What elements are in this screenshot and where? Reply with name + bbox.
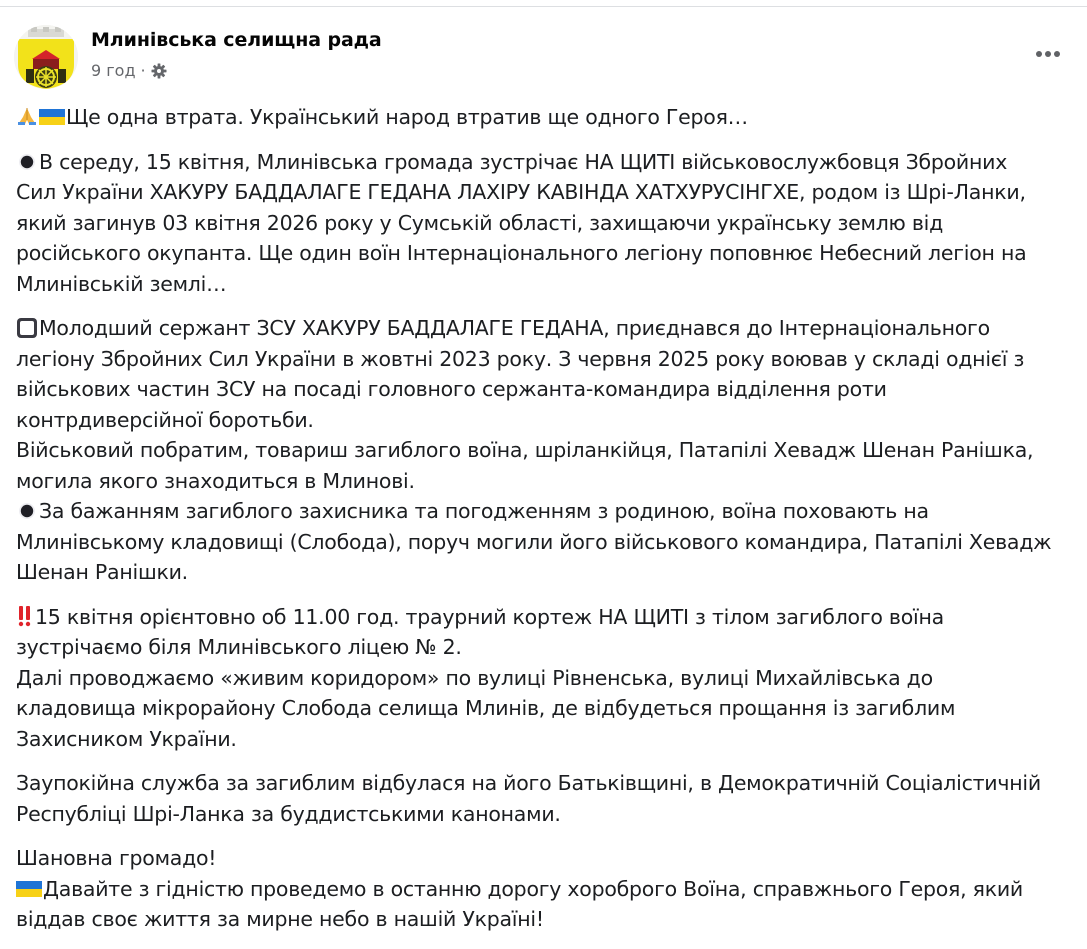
- text-line: [16, 147, 1081, 178]
- text-line: Далі проводжаємо «живим коридором» по вулиці Рівненська, вулиці Михайлівська до: [16, 665, 933, 690]
- double-exclamation-emoji: [16, 605, 34, 627]
- line-text: Ще одна втрата. Український народ втратив ще одного Героя…: [66, 105, 748, 129]
- text-line: [16, 602, 1081, 633]
- more-options-icon: [1036, 51, 1042, 57]
- coat-of-arms-icon: [14, 25, 78, 89]
- line-text: Молодший сержант ЗСУ ХАКУРУ БАДДАЛАГЕ ГЕДАНА, приєднався до Інтернаціонального: [39, 316, 990, 340]
- paragraph-biography: [16, 313, 1081, 588]
- line-text: Давайте з гідністю проведемо в останню дорогу хороброго Воїна, справжнього Героя, який: [43, 876, 1024, 901]
- timestamp-link[interactable]: 9 год: [91, 61, 136, 80]
- post-text: [16, 102, 1081, 949]
- text-line: зустрічаємо біля Млинівського ліцею № 2.: [16, 635, 462, 659]
- ukraine-flag-emoji: [16, 877, 42, 899]
- more-options-icon-dot: [1045, 51, 1051, 57]
- avatar[interactable]: [14, 25, 78, 89]
- text-line: [16, 313, 1081, 344]
- top-divider: [0, 6, 1087, 7]
- line-text: 15 квітня орієнтовно об 11.00 год. траурний кортеж НА ЩИТІ з тілом загиблого воїна: [35, 604, 944, 629]
- black-square-button-emoji: [16, 316, 38, 338]
- text-line: [16, 874, 1081, 905]
- text-line: російського окупанта. Ще один воїн Інтернаціонального легіону поповнює Небесний легіон на: [16, 241, 1027, 265]
- text-line: Млинівському кладовищі (Слобода), поруч могили його військового командира, Патапілі Хевадж: [16, 529, 1052, 554]
- ukraine-flag-emoji: [39, 105, 65, 127]
- text-line: Шановна громадо!: [16, 846, 217, 870]
- paragraph-appeal: [16, 843, 1081, 935]
- text-line: могила якого знаходиться в Млинові.: [16, 468, 415, 493]
- text-line: який загинув 03 квітня 2026 року у Сумській області, захищаючи українську землю від: [16, 210, 944, 235]
- text-line: Республіці Шрі-Ланка за буддистськими канонами.: [16, 801, 561, 826]
- text-line: контрдиверсійної боротьби.: [16, 407, 314, 432]
- text-line: Шенан Ранішки.: [16, 560, 188, 584]
- paragraph-funeral-service: [16, 768, 1081, 829]
- text-line: легіону Збройних Сил України в жовтні 2023 року. З червня 2025 року воював у складі однієї з: [16, 346, 1025, 371]
- post-header: [14, 25, 1074, 91]
- line-text: За бажанням загиблого захисника та погодженням з родиною, воїна поховають на: [39, 499, 929, 523]
- black-circle-emoji: [16, 150, 38, 172]
- text-line: Військовий побратим, товариш загиблого воїна, шріланкійця, Патапілі Хевадж Шенан Ранішка,: [16, 438, 1034, 462]
- text-line: Сил України ХАКУРУ БАДДАЛАГЕ ГЕДАНА ЛАХІРУ КАВІНДА ХАТХУРУСІНГХЕ, родом із Шрі-Ланки,: [16, 180, 1026, 204]
- folded-hands-emoji: [16, 105, 38, 127]
- text-line: кладовища мікрорайону Слобода селища Млинів, де відбудеться прощання із загиблим: [16, 696, 956, 720]
- paragraph-procession: [16, 602, 1081, 755]
- page-name-link[interactable]: Млинівська селищна рада: [91, 29, 382, 51]
- text-line: [16, 496, 1081, 527]
- line-text: В середу, 15 квітня, Млинівська громада зустрічає НА ЩИТІ військовослужбовця Збройних: [39, 149, 1008, 174]
- meta-separator: ·: [140, 61, 146, 80]
- more-options-button[interactable]: [1028, 39, 1068, 69]
- text-line: Заупокійна служба за загиблим відбулася на його Батьківщині, в Демократичній Соціалістичній: [16, 771, 1041, 795]
- more-options-icon-dot: [1054, 51, 1060, 57]
- text-line: військових частин ЗСУ на посаді головного сержанта-командира відділення роти: [16, 377, 887, 401]
- paragraph-intro: [16, 102, 1081, 133]
- text-line: [16, 102, 1081, 133]
- text-line: Млинівській землі…: [16, 271, 227, 296]
- post-meta: [91, 61, 167, 80]
- text-line: віддав своє життя за мирне небо в нашій Україні!: [16, 907, 544, 931]
- paragraph-announcement: [16, 147, 1081, 300]
- text-line: Захисником України.: [16, 726, 237, 751]
- black-circle-emoji: [16, 499, 38, 521]
- gear-icon[interactable]: [151, 63, 167, 79]
